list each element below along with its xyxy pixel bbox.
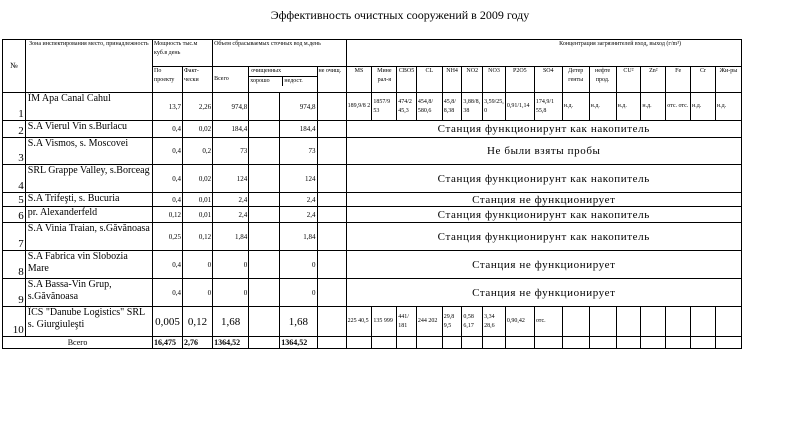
volume-total-value: 73 (213, 138, 249, 165)
table-row (3, 223, 742, 251)
total-power-fact: 2,76 (183, 337, 213, 349)
station-name: S.A Bassa-Vin Grup, s.Găvănoasa (25, 279, 152, 307)
power-project-value: 0,4 (153, 138, 183, 165)
concentration-value: н.д. (641, 93, 666, 121)
concentration-value (691, 307, 716, 337)
volume-insufficient-value: 0 (280, 251, 317, 279)
station-name: SRL Grappe Valley, s.Borceag (25, 165, 152, 193)
row-number: 7 (3, 223, 26, 251)
header-power-fact: Факт-чески (183, 67, 213, 93)
power-fact-value: 0,01 (183, 207, 213, 223)
volume-good-value (249, 207, 280, 223)
volume-good-value (249, 279, 280, 307)
header-vol-cleaned: очищенных (249, 67, 316, 77)
volume-not-cleaned-value (317, 207, 346, 223)
header-pollutant: Cr (691, 67, 716, 93)
concentration-value: 189,9/8 2 (346, 93, 372, 121)
concentration-value: н.д. (715, 93, 741, 121)
row-number: 4 (3, 165, 26, 193)
power-fact-value: 0,02 (183, 121, 213, 138)
station-name: S.A Fabrica vin Slobozia Mare (25, 251, 152, 279)
header-pollutant: P2O5 (505, 67, 534, 93)
header-pollutant: CBO5 (397, 67, 417, 93)
concentration-value (562, 307, 589, 337)
volume-not-cleaned-value (317, 165, 346, 193)
page-title: Эффективность очистных сооружений в 2009 году (270, 8, 530, 22)
concentration-value: 474/2 45,3 (397, 93, 417, 121)
volume-insufficient-value: 1,84 (280, 223, 317, 251)
total-empty-cell (372, 337, 397, 349)
volume-not-cleaned-value (317, 93, 346, 121)
total-empty-cell (442, 337, 462, 349)
station-status-note: Станция функционирунт как накопитель (346, 207, 741, 223)
total-empty-cell (534, 337, 562, 349)
volume-total-value: 974,8 (213, 93, 249, 121)
total-volume-insufficient: 1364,52 (280, 337, 317, 349)
concentration-value: отс. (534, 307, 562, 337)
station-status-note: Станция функционирунт как накопитель (346, 165, 741, 193)
volume-not-cleaned-value (317, 251, 346, 279)
volume-not-cleaned-value (317, 193, 346, 207)
total-empty-cell (397, 337, 417, 349)
total-empty-cell (641, 337, 666, 349)
concentration-value: 0,58 6,17 (462, 307, 483, 337)
table-row (3, 165, 742, 193)
total-empty-cell (589, 337, 616, 349)
table-row (3, 279, 742, 307)
volume-insufficient-value: 0 (280, 279, 317, 307)
volume-good-value (249, 93, 280, 121)
concentration-value: 3,59/25, 0 (483, 93, 506, 121)
header-pollutant: NO3 (483, 67, 506, 93)
power-fact-value: 0 (183, 279, 213, 307)
power-project-value: 0,4 (153, 165, 183, 193)
concentration-value: 454,8/ 580,6 (416, 93, 442, 121)
volume-not-cleaned-value (317, 307, 346, 337)
efficiency-table (2, 39, 742, 349)
header-power: Мощность тыс.м куб.в день (153, 40, 213, 67)
station-status-note: Станция не функционирует (346, 279, 741, 307)
volume-insufficient-value: 73 (280, 138, 317, 165)
concentration-value (616, 307, 641, 337)
power-project-value: 0,4 (153, 279, 183, 307)
header-pollutant: Жи-ры (715, 67, 741, 93)
header-power-proj: По проекту (153, 67, 183, 93)
volume-good-value (249, 223, 280, 251)
volume-not-cleaned-value (317, 121, 346, 138)
row-number: 5 (3, 193, 26, 207)
concentration-value: 135 999 (372, 307, 397, 337)
station-status-note: Станция не функционирует (346, 251, 741, 279)
volume-not-cleaned-value (317, 223, 346, 251)
total-row (3, 337, 742, 349)
volume-total-value: 2,4 (213, 193, 249, 207)
power-project-value: 0,4 (153, 121, 183, 138)
total-empty-cell (416, 337, 442, 349)
volume-good-value (249, 165, 280, 193)
volume-insufficient-value: 2,4 (280, 193, 317, 207)
concentration-value: 0,91/1,14 (505, 93, 534, 121)
header-vol-not: не очищ. (317, 67, 346, 93)
station-name: pr. Alexanderfeld (25, 207, 152, 223)
row-number: 2 (3, 121, 26, 138)
station-status-note: Станция функционирунт как накопитель (346, 121, 741, 138)
concentration-value: 0,90,42 (505, 307, 534, 337)
header-pollutant: нефте прод. (589, 67, 616, 93)
table-row (3, 138, 742, 165)
volume-insufficient-value: 974,8 (280, 93, 317, 121)
volume-total-value: 2,4 (213, 207, 249, 223)
concentration-value: отс. отс. (666, 93, 691, 121)
power-fact-value: 0,2 (183, 138, 213, 165)
row-number: 8 (3, 251, 26, 279)
row-number: 10 (3, 307, 26, 337)
concentration-value: н.д. (589, 93, 616, 121)
concentration-value: 45,8/ 8,38 (442, 93, 462, 121)
volume-total-value: 124 (213, 165, 249, 193)
total-empty-cell (483, 337, 506, 349)
concentration-value (589, 307, 616, 337)
concentration-value: 244 202 (416, 307, 442, 337)
volume-good-value (249, 307, 280, 337)
concentration-value: 3,88/8, 38 (462, 93, 483, 121)
header-vol-total: Всего (213, 67, 249, 93)
station-name: ÎCS "Danube Logistics" SRL s. Giurgiuleşti (25, 307, 152, 337)
power-fact-value: 0,02 (183, 165, 213, 193)
volume-total-value: 0 (213, 279, 249, 307)
concentration-value: н.д. (691, 93, 716, 121)
header-concentration: Концентрация загрязнителей вход, выход (г/m³) (346, 40, 741, 67)
table-row (3, 251, 742, 279)
station-name: S.A Trifeşti, s. Bucuria (25, 193, 152, 207)
volume-total-value: 1,68 (213, 307, 249, 337)
concentration-value: н.д. (616, 93, 641, 121)
concentration-value: 225 40,5 (346, 307, 372, 337)
concentration-value: 29,8 9,5 (442, 307, 462, 337)
station-name: S.A Vismos, s. Moscovei (25, 138, 152, 165)
station-status-note: Станция функционирунт как накопитель (346, 223, 741, 251)
power-project-value: 0,25 (153, 223, 183, 251)
header-pollutant: Мине рал-я (372, 67, 397, 93)
power-fact-value: 0,01 (183, 193, 213, 207)
header-pollutant: MS (346, 67, 372, 93)
total-empty-cell (691, 337, 716, 349)
station-name: S.A Vierul Vin s.Burlacu (25, 121, 152, 138)
power-project-value: 0,12 (153, 207, 183, 223)
volume-total-value: 184,4 (213, 121, 249, 138)
row-number: 3 (3, 138, 26, 165)
row-number: 9 (3, 279, 26, 307)
volume-insufficient-value: 2,4 (280, 207, 317, 223)
total-volume-not-cleaned (317, 337, 346, 349)
concentration-value: 441/ 181 (397, 307, 417, 337)
row-number: 6 (3, 207, 26, 223)
total-label: Всего (3, 337, 153, 349)
header-pollutant: Zn² (641, 67, 666, 93)
station-name: ÎM Apa Canal Cahul (25, 93, 152, 121)
volume-insufficient-value: 124 (280, 165, 317, 193)
total-empty-cell (666, 337, 691, 349)
header-nr: № (3, 40, 26, 93)
total-empty-cell (562, 337, 589, 349)
row-number: 1 (3, 93, 26, 121)
total-empty-cell (462, 337, 483, 349)
header-pollutant: NO2 (462, 67, 483, 93)
table-row (3, 207, 742, 223)
power-project-value: 0,005 (153, 307, 183, 337)
total-empty-cell (505, 337, 534, 349)
station-status-note: Станция не функционирует (346, 193, 741, 207)
volume-not-cleaned-value (317, 279, 346, 307)
header-pollutant: SO4 (534, 67, 562, 93)
volume-good-value (249, 121, 280, 138)
total-empty-cell (346, 337, 372, 349)
total-power-project: 16,475 (153, 337, 183, 349)
concentration-value (666, 307, 691, 337)
power-fact-value: 2,26 (183, 93, 213, 121)
header-pollutant: Fe (666, 67, 691, 93)
concentration-value: н.д. (562, 93, 589, 121)
header-pollutant: Детер генты (562, 67, 589, 93)
table-row (3, 93, 742, 121)
table-row (3, 193, 742, 207)
power-project-value: 0,4 (153, 251, 183, 279)
power-fact-value: 0,12 (183, 307, 213, 337)
station-name: S.A Vinia Traian, s.Găvănoasa (25, 223, 152, 251)
table-row (3, 307, 742, 337)
power-fact-value: 0,12 (183, 223, 213, 251)
total-empty-cell (616, 337, 641, 349)
total-volume-good (249, 337, 280, 349)
station-status-note: Не были взяты пробы (346, 138, 741, 165)
volume-good-value (249, 251, 280, 279)
header-volume: Объем сбрасываемых сточных вод м.день (213, 40, 347, 67)
header-vol-insuf: недост. (284, 78, 303, 84)
volume-not-cleaned-value (317, 138, 346, 165)
total-empty-cell (715, 337, 741, 349)
volume-good-value (249, 138, 280, 165)
header-pollutant: NH4 (442, 67, 462, 93)
table-row (3, 121, 742, 138)
concentration-value: 1857/9 53 (372, 93, 397, 121)
volume-total-value: 1,84 (213, 223, 249, 251)
power-fact-value: 0 (183, 251, 213, 279)
concentration-value (715, 307, 741, 337)
header-zone: Зона инспектирования место, принадлежность (25, 40, 152, 93)
total-volume: 1364,52 (213, 337, 249, 349)
header-pollutant: CU² (616, 67, 641, 93)
header-pollutant: CL (416, 67, 442, 93)
power-project-value: 13,7 (153, 93, 183, 121)
volume-total-value: 0 (213, 251, 249, 279)
concentration-value: 174,9/1 55,8 (534, 93, 562, 121)
concentration-value: 3,34 28,6 (483, 307, 506, 337)
header-vol-cleaned-group (249, 67, 317, 93)
power-project-value: 0,4 (153, 193, 183, 207)
volume-insufficient-value: 1,68 (280, 307, 317, 337)
volume-insufficient-value: 184,4 (280, 121, 317, 138)
header-vol-good: хорошо (249, 77, 283, 86)
concentration-value (641, 307, 666, 337)
volume-good-value (249, 193, 280, 207)
